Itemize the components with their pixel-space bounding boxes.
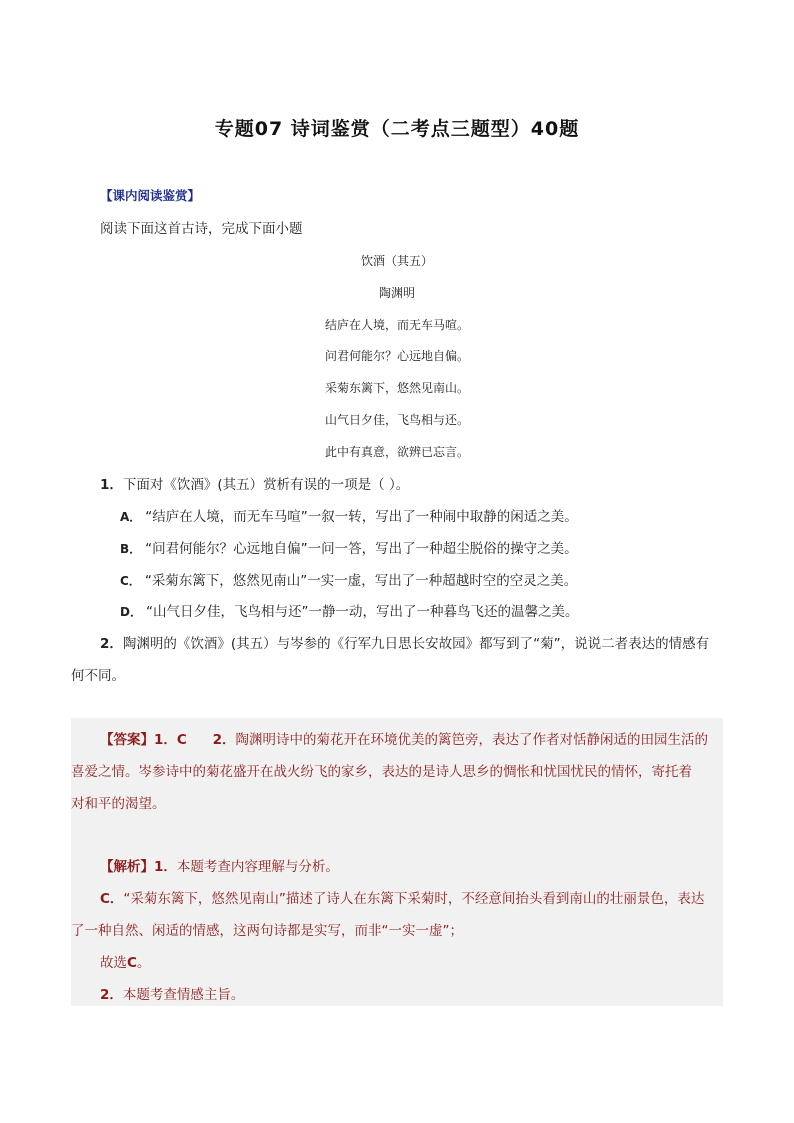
poem-line: 结庐在人境，而无车马喧。 <box>324 318 469 332</box>
question-1 <box>100 473 409 493</box>
analysis-text: 故选 <box>100 955 127 971</box>
analysis-line <box>100 855 339 875</box>
option-b <box>120 537 578 557</box>
poem-line: 山气日夕佳，飞鸟相与还。 <box>324 413 469 427</box>
analysis-line <box>100 887 704 907</box>
question-text: 下面对《饮酒》(其五）赏析有误的一项是（ ）。 <box>122 477 410 493</box>
answer-part-2-number: 2． <box>212 732 236 748</box>
analysis-text: 。 <box>136 955 151 971</box>
poem-line: 采菊东篱下，悠然见南山。 <box>324 381 469 395</box>
option-text: “采菊东篱下，悠然见南山”一实一虚，写出了一种超越时空的空灵之美。 <box>144 573 578 589</box>
section-label: 【课内阅读鉴赏】 <box>100 188 201 203</box>
analysis-line <box>100 983 244 1003</box>
analysis-line <box>100 951 150 971</box>
analysis-line: 了一种自然、闲适的情感，这两句诗都是实写，而非“一实一虚”； <box>71 923 463 939</box>
analysis-tag: 【解析】 <box>100 859 154 875</box>
question-2 <box>100 632 709 652</box>
analysis-text: 本题考查内容理解与分析。 <box>176 859 339 875</box>
option-text: “结庐在人境，而无车马喧”一叙一转，写出了一种闹中取静的闲适之美。 <box>145 509 578 525</box>
option-letter: B． <box>120 542 142 556</box>
poem-line: 问君何能尔？心远地自偏。 <box>324 349 469 363</box>
document-title: 专题07 诗词鉴赏（二考点三题型）40题 <box>214 118 580 140</box>
reading-instruction: 阅读下面这首古诗，完成下面小题 <box>100 221 303 237</box>
analysis-text: “采菊东篱下，悠然见南山”描述了诗人在东篱下采菊时，不经意间抬头看到南山的壮丽景色，表达 <box>123 891 705 907</box>
option-text: “问君何能尔？心远地自偏”一问一答，写出了一种超尘脱俗的操守之美。 <box>145 541 578 557</box>
option-letter: A． <box>120 510 142 524</box>
analysis-number: 1． <box>154 859 177 875</box>
question-2-continuation: 何不同。 <box>71 668 125 684</box>
analysis-option-letter: C． <box>100 891 124 907</box>
answer-line: 对和平的渴望。 <box>71 796 166 812</box>
answer-line: 喜爱之情。岑参诗中的菊花盛开在战火纷飞的家乡，表达的是诗人思乡的惆怅和忧国忧民的情怀，寄托着 <box>71 764 692 780</box>
answer-line <box>100 728 708 748</box>
poem-author: 陶渊明 <box>378 286 415 300</box>
answer-part-1: 1．C <box>154 732 187 748</box>
option-letter: C． <box>120 574 141 588</box>
question-number: 1． <box>100 477 123 493</box>
question-text: 陶渊明的《饮酒》(其五）与岑参的《行军九日思长安故园》都写到了“菊”，说说二者表达的情感有 <box>122 636 710 652</box>
poem-title: 饮酒（其五） <box>360 254 433 268</box>
question-number: 2． <box>100 636 123 652</box>
analysis-number: 2． <box>100 987 123 1003</box>
option-c <box>120 569 577 589</box>
option-a <box>120 505 578 525</box>
analysis-choice: C <box>127 955 137 971</box>
analysis-text: 本题考查情感主旨。 <box>122 987 245 1003</box>
option-d <box>120 600 578 620</box>
option-text: “山气日夕佳，飞鸟相与还”一静一动，写出了一种暮鸟飞还的温馨之美。 <box>145 604 579 620</box>
poem-line: 此中有真意，欲辨已忘言。 <box>324 445 469 459</box>
answer-tag: 【答案】 <box>100 732 154 748</box>
answer-text: 陶渊明诗中的菊花开在环境优美的篱笆旁，表达了作者对恬静闲适的田园生活的 <box>235 732 708 748</box>
option-letter: D． <box>120 605 142 619</box>
